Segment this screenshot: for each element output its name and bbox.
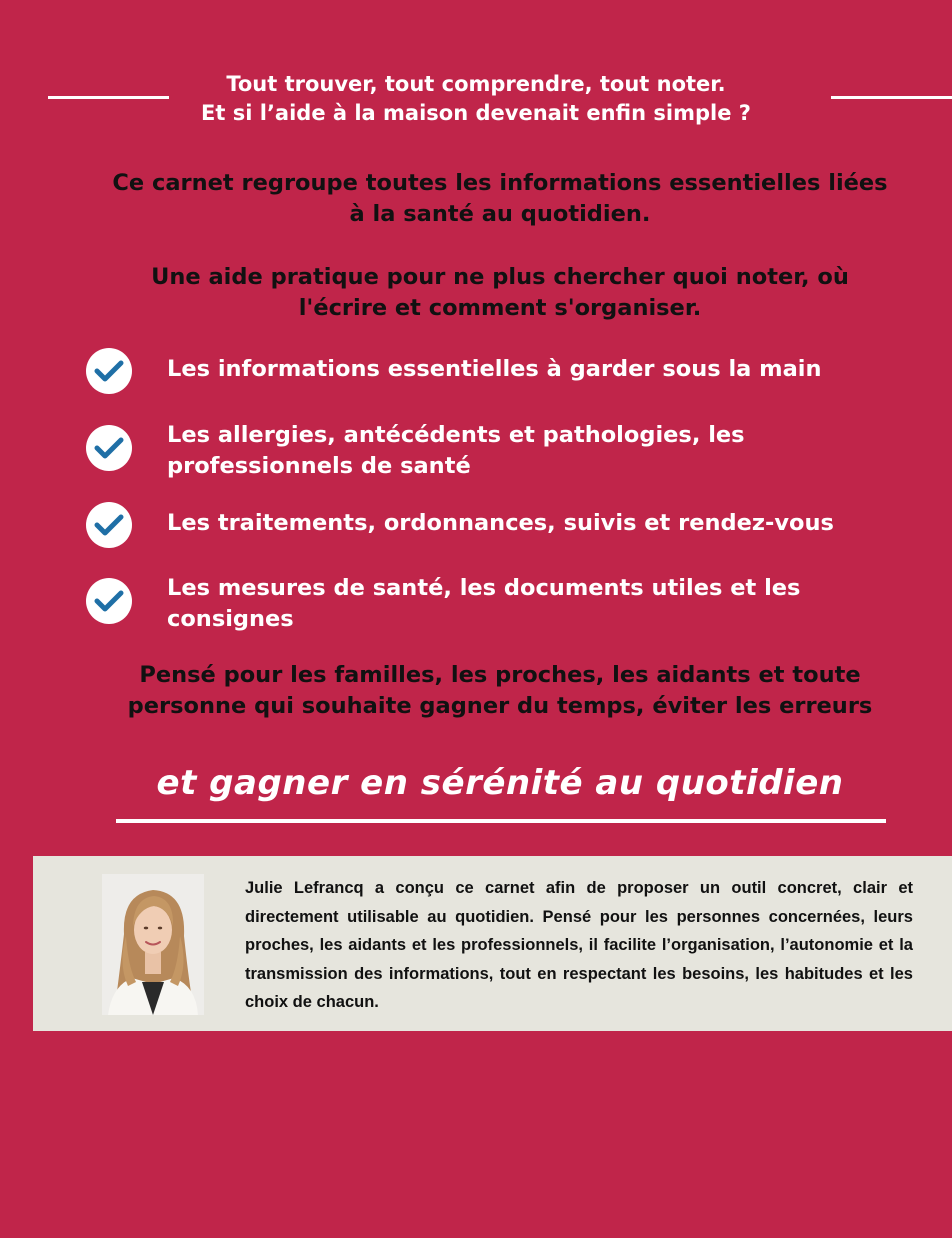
check-circle-icon — [86, 425, 132, 471]
closing-paragraph — [0, 660, 952, 722]
checklist-line: Les traitements, ordonnances, suivis et rendez-vous — [167, 510, 834, 536]
headline — [0, 70, 952, 128]
checklist-text — [167, 573, 927, 635]
checklist-text — [167, 420, 927, 482]
tagline-underline — [116, 819, 886, 823]
check-circle-icon — [86, 348, 132, 394]
intro-paragraph-1 — [0, 168, 952, 230]
checklist-line: Les informations essentielles à garder sous la main — [167, 356, 822, 382]
headline-line-1: Tout trouver, tout comprendre, tout noter. — [226, 72, 726, 96]
intro-p1-line-1: Ce carnet regroupe toutes les informations essentielles liées — [112, 170, 888, 196]
checklist-line: professionnels de santé — [167, 453, 471, 479]
closing-line-1: Pensé pour les familles, les proches, les aidants et toute — [139, 662, 861, 688]
author-bio: Julie Lefrancq a conçu ce carnet afin de proposer un outil concret, clair et directement utilisable au quotidien. Pensé pour les personnes concernées, leurs proches, les aidants et les professionnels, il facilite l’organisation, l’autonomie et la transmission des informations, tout en respectant les besoins, les habitudes et les choix de chacun. — [245, 879, 913, 1011]
intro-p1-line-2: à la santé au quotidien. — [349, 201, 651, 227]
check-circle-icon — [86, 502, 132, 548]
intro-p2-line-1: Une aide pratique pour ne plus chercher quoi noter, où — [151, 264, 849, 290]
headline-line-2: Et si l’aide à la maison devenait enfin simple ? — [201, 101, 751, 125]
intro-p2-line-2: l'écrire et comment s'organiser. — [298, 295, 702, 321]
checklist-text — [167, 354, 927, 385]
checklist-line: Les allergies, antécédents et pathologies, les — [167, 422, 745, 448]
checklist-text — [167, 508, 927, 539]
checklist-line: Les mesures de santé, les documents utiles et les — [167, 575, 801, 601]
author-portrait — [102, 874, 204, 1015]
checklist-line: consignes — [167, 606, 294, 632]
check-circle-icon — [86, 578, 132, 624]
closing-line-2: personne qui souhaite gagner du temps, éviter les erreurs — [127, 693, 873, 719]
tagline: et gagner en sérénité au quotidien — [156, 763, 844, 803]
intro-paragraph-2 — [0, 262, 952, 324]
